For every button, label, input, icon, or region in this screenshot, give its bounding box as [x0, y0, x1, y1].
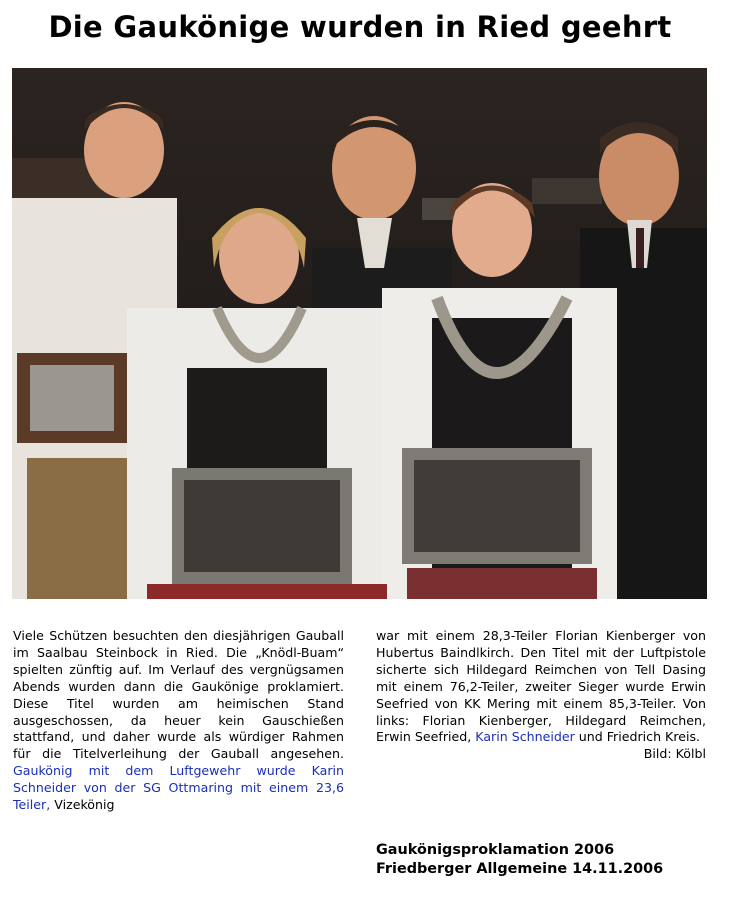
article-text-left: Viele Schützen besuchten den diesjährigen Gauball im Saalbau Steinbock in Ried. Die „Knödl-Buam“ spielten zünftig auf. Im Verlauf des vergnügsamen Abends wurden dann die Gaukönige proklamiert. Diese Titel wurden am heimischen Stand ausgeschossen, da heuer kein Gauschießen stattfand, und daher wurde als würdiger Rahmen für die Titelverleihung der Gauball angesehen. — [13, 628, 344, 762]
article-highlight-right: Karin Schneider — [475, 729, 575, 745]
article-text-right: war mit einem 28,3-Teiler Florian Kienberger von Hubertus Baindlkirch. Den Titel mit der Luftpistole sicherte sich Hildegard Reimchen von Tell Dasing mit einem 76,2-Teiler, zweiter Sieger wurde Erwin Seefried von KK Mering mit einem 85,3-Teiler. Von links: Florian Kienberger, Hildegard Reimchen, Erwin Seefried, — [376, 628, 706, 745]
source-footer — [376, 841, 736, 879]
headline: Die Gaukönige wurden in Ried geehrt — [48, 10, 672, 44]
footer-source: Friedberger Allgemeine 14.11.2006 — [376, 861, 664, 877]
article-tail-right: und Friedrich Kreis. — [578, 729, 701, 745]
article-tail-left: Vizekönig — [54, 797, 115, 813]
group-photo — [12, 68, 707, 599]
footer-title: Gaukönigsproklamation 2006 — [376, 842, 615, 858]
article-highlight-left: Gaukönig mit dem Luftgewehr wurde Karin Schneider von der SG Ottmaring mit einem 23,6 Teiler, — [13, 763, 344, 813]
photo-credit: Bild: Kölbl — [643, 746, 706, 762]
article-column-right — [376, 628, 706, 763]
group-photo-icon — [12, 68, 707, 599]
article-column-left — [13, 628, 344, 814]
